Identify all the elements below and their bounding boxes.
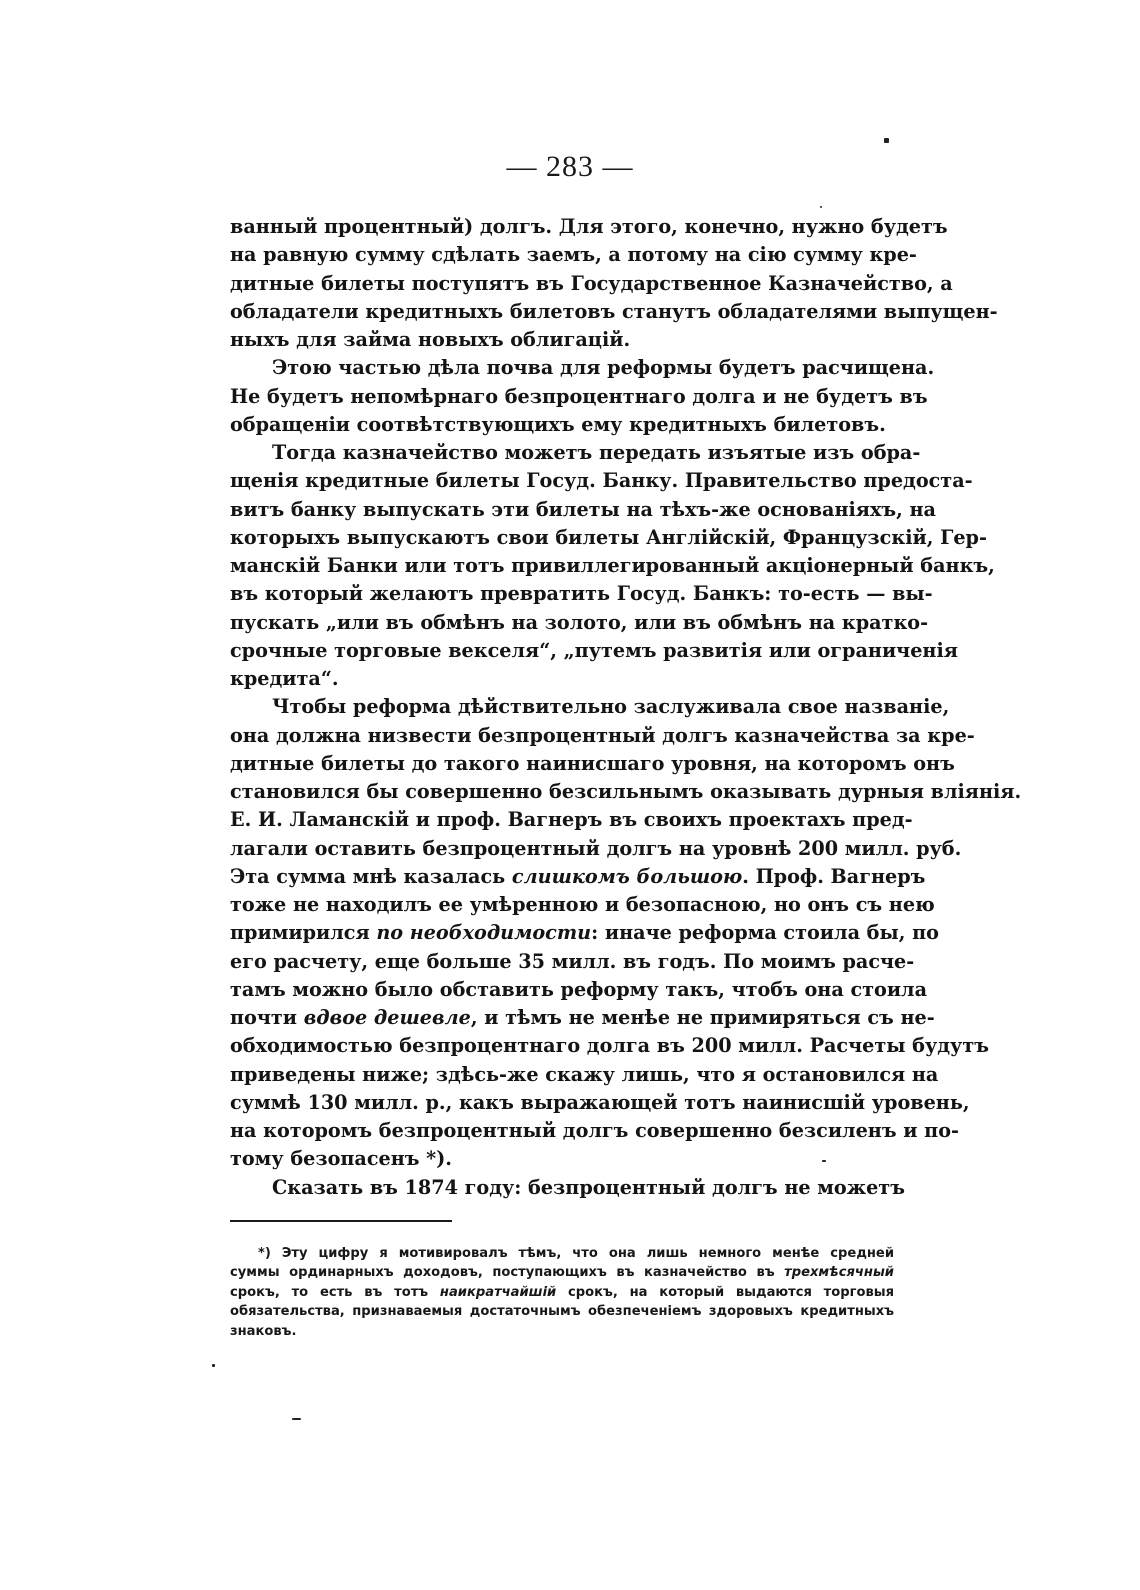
text-line: лагали оставить безпроцентный долгъ на уровнѣ 200 милл. руб. — [230, 836, 962, 860]
text-line: Е. И. Ламанскій и проф. Вагнеръ въ своихъ проектахъ пред- — [230, 808, 913, 832]
footnote-line — [230, 1283, 894, 1302]
text-segment: примирился — [230, 921, 370, 945]
text-line: ныхъ для займа новыхъ облигацій. — [230, 328, 631, 351]
text-segment: Эта сумма мнѣ казалась — [230, 864, 506, 888]
scan-speck — [822, 1160, 826, 1162]
text-line: суммѣ 130 милл. р., какъ выражающей тотъ наинисшій уровень, — [230, 1090, 970, 1114]
text-segment: : иначе реформа стоила бы, по — [591, 921, 939, 945]
text-line: становился бы совершенно безсильнымъ оказывать дурныя вліянія. — [230, 780, 1022, 803]
scan-speck — [820, 206, 822, 208]
italic-phrase: по необходимости — [376, 921, 592, 945]
text-line: Этою частью дѣла почва для реформы будетъ расчищена. — [272, 356, 935, 380]
main-text — [230, 213, 1022, 1202]
scan-speck — [212, 1364, 215, 1367]
text-line: витъ банку выпускать эти билеты на тѣхъ-же основаніяхъ, на — [230, 497, 936, 521]
scan-speck — [884, 138, 889, 143]
text-line: въ который желаютъ превратить Госуд. Банкъ: то-есть — вы- — [230, 582, 933, 606]
text-segment: почти — [230, 1006, 298, 1029]
footnote-line: *) Эту цифру я мотивировалъ тѣмъ, что она лишь немного менѣе средней — [258, 1246, 894, 1261]
text-segment: , и тѣмъ не менѣе не примиряться съ не- — [470, 1006, 935, 1029]
text-line: манскій Банки или тотъ привиллегированный акціонерный банкъ, — [230, 554, 995, 577]
text-line: пускать „или въ обмѣнъ на золото, или въ обмѣнъ на кратко- — [230, 610, 929, 634]
text-line: дитные билеты поступятъ въ Государственное Казначейство, а — [230, 271, 953, 295]
italic-phrase: трехмѣсячный — [784, 1265, 894, 1281]
italic-phrase: слишкомъ большою — [511, 864, 743, 888]
text-line: дитные билеты до такого наинисшаго уровня, на которомъ онъ — [230, 751, 955, 775]
text-line: тоже не находилъ ее умѣренною и безопасною, но онъ съ нею — [230, 893, 935, 916]
text-line: обращеніи соотвѣтствующихъ ему кредитныхъ билетовъ. — [230, 412, 886, 436]
text-segment: срокъ, на который выдаются торговыя — [568, 1284, 895, 1300]
scan-speck — [292, 1418, 301, 1420]
text-line: обходимостью безпроцентнаго долга въ 200 милл. Расчеты будутъ — [230, 1034, 989, 1058]
text-line: на равную сумму сдѣлать заемъ, а потому на сію сумму кре- — [230, 243, 917, 267]
footnote-divider — [230, 1220, 452, 1222]
text-line: Чтобы реформа дѣйствительно заслуживала свое названіе, — [272, 695, 950, 719]
text-line — [230, 1004, 935, 1032]
footnote-line: обязательства, признаваемыя достаточнымъ обезпеченіемъ здоровыхъ кредитныхъ — [230, 1304, 894, 1320]
footnote — [230, 1244, 894, 1341]
text-line: Тогда казначейство можетъ передать изъятые изъ обра- — [272, 441, 921, 464]
text-line: кредита“. — [230, 667, 339, 690]
text-line: обладатели кредитныхъ билетовъ станутъ обладателями выпущен- — [230, 299, 998, 323]
footnote-line — [230, 1263, 894, 1282]
text-line: срочные торговые векселя“, „путемъ развитія или ограниченія — [230, 638, 958, 662]
text-line: приведены ниже; здѣсь-же скажу лишь, что я остановился на — [230, 1062, 939, 1086]
text-line: на которомъ безпроцентный долгъ совершенно безсиленъ и по- — [230, 1119, 959, 1142]
text-line: его расчету, еще больше 35 милл. въ годъ. По моимъ расче- — [230, 949, 915, 973]
text-line — [230, 919, 939, 947]
text-line: тамъ можно было обставить реформу такъ, чтобъ она стоила — [230, 977, 928, 1001]
text-line: ванный процентный) долгъ. Для этого, конечно, нужно будетъ — [230, 215, 948, 238]
text-line — [230, 863, 926, 891]
text-segment: срокъ, то есть въ тотъ — [230, 1284, 429, 1300]
footnote-line: знаковъ. — [230, 1323, 297, 1339]
text-line: Не будетъ непомѣрнаго безпроцентнаго долга и не будетъ въ — [230, 384, 928, 408]
italic-phrase: наикратчайшій — [439, 1284, 557, 1300]
text-line: которыхъ выпускаютъ свои билеты Англійскій, Французскій, Гер- — [230, 525, 987, 549]
text-line: Сказать въ 1874 году: безпроцентный долгъ не можетъ — [272, 1175, 905, 1199]
text-line: тому безопасенъ *). — [230, 1147, 452, 1171]
page-number: — 283 — — [506, 150, 634, 183]
text-line: она должна низвести безпроцентный долгъ казначейства за кре- — [230, 723, 975, 747]
italic-phrase: вдвое дешевле — [303, 1006, 471, 1029]
text-line: щенія кредитные билеты Госуд. Банку. Правительство предоста- — [230, 469, 973, 493]
text-segment: . Проф. Вагнеръ — [742, 864, 926, 888]
text-segment: суммы ординарныхъ доходовъ, поступающихъ въ казначейство въ — [230, 1265, 775, 1281]
